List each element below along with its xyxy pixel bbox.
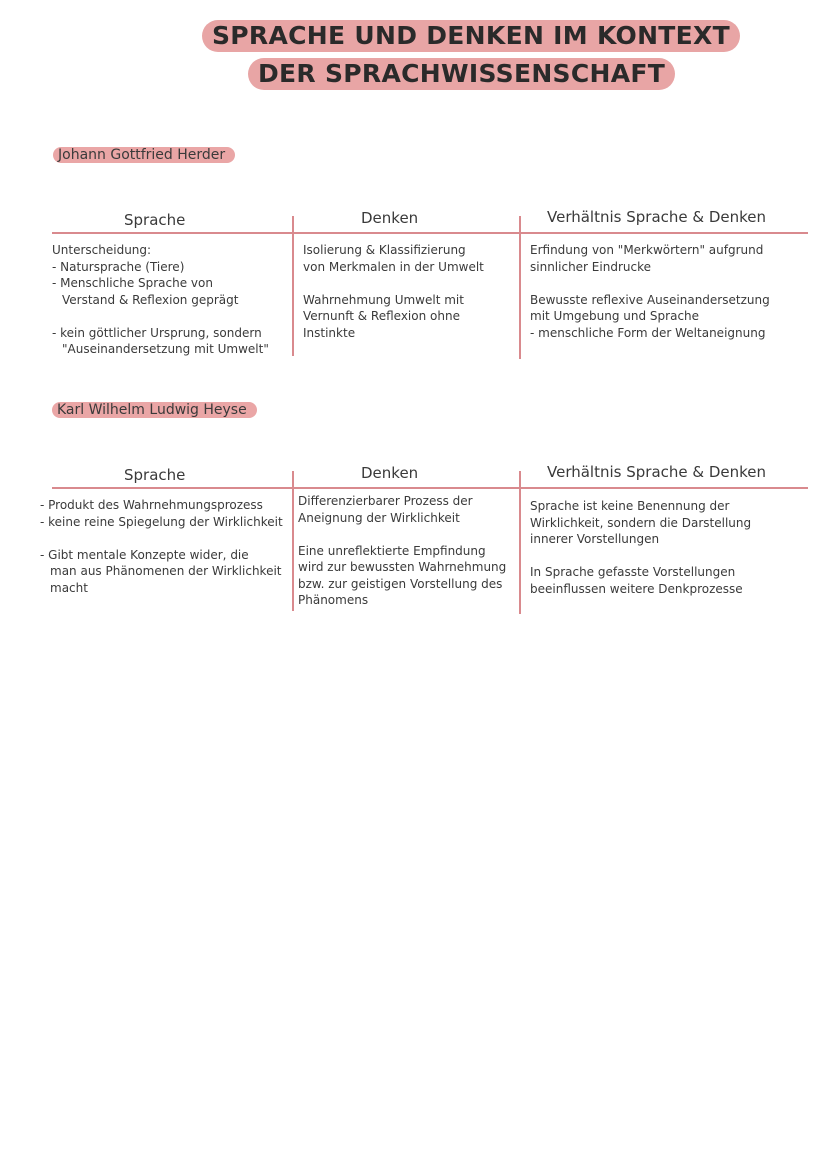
herder-header-denken: Denken [361, 209, 419, 227]
text-line: innerer Vorstellungen [530, 532, 660, 546]
text-line: von Merkmalen in der Umwelt [303, 259, 484, 274]
heyse-column-divider-1 [292, 471, 294, 611]
text-line: beeinflussen weitere Denkprozesse [530, 581, 743, 596]
text-line: man aus Phänomenen der Wirklichkeit [50, 564, 282, 578]
text-line: Differenzierbarer Prozess der [298, 494, 473, 508]
blank-line [40, 530, 283, 547]
text-line: "Auseinandersetzung mit Umwelt" [62, 342, 269, 356]
herder-verhaeltnis-cell [530, 242, 770, 341]
heyse-header-verhaeltnis: Verhältnis Sprache & Denken [547, 463, 767, 481]
blank-line [298, 526, 506, 543]
heyse-header-rule [52, 487, 808, 489]
heyse-sprache-cell [40, 497, 283, 596]
herder-denken-cell [303, 242, 484, 341]
text-line: - Menschliche Sprache von [52, 276, 213, 290]
section-heading-heyse: Karl Wilhelm Ludwig Heyse [52, 402, 257, 418]
heyse-header-denken: Denken [361, 464, 419, 482]
text-line: In Sprache gefasste Vorstellungen [530, 565, 736, 579]
text-line: Wirklichkeit, sondern die Darstellung [530, 515, 752, 530]
text-line: macht [50, 580, 88, 595]
text-line: Erfindung von "Merkwörtern" aufgrund [530, 243, 764, 257]
heyse-denken-cell [298, 493, 506, 609]
herder-header-verhaeltnis: Verhältnis Sprache & Denken [547, 208, 767, 226]
text-line: Sprache ist keine Benennung der [530, 499, 730, 513]
page-title-line-2: DER SPRACHWISSENSCHAFT [248, 58, 675, 90]
text-line: Aneignung der Wirklichkeit [298, 510, 460, 525]
text-line: Unterscheidung: [52, 243, 152, 257]
text-line: - Gibt mentale Konzepte wider, die [40, 547, 249, 562]
text-line: - keine reine Spiegelung der Wirklichkeit [40, 514, 283, 529]
herder-column-divider-1 [292, 216, 294, 356]
text-line: sinnlicher Eindrucke [530, 259, 651, 274]
text-line: wird zur bewussten Wahrnehmung [298, 560, 507, 574]
text-line: Eine unreflektierte Empfindung [298, 543, 486, 558]
text-line: Isolierung & Klassifizierung [303, 243, 466, 257]
herder-header-sprache: Sprache [124, 211, 186, 229]
blank-line [303, 275, 484, 292]
text-line: - Produkt des Wahrnehmungsprozess [40, 498, 263, 512]
blank-line [530, 275, 770, 292]
text-line: Phänomens [298, 593, 369, 607]
heyse-verhaeltnis-cell [530, 498, 751, 597]
text-line: bzw. zur geistigen Vorstellung des [298, 576, 503, 591]
blank-line [52, 308, 269, 325]
herder-header-rule [52, 232, 808, 234]
page-title-line-1: SPRACHE UND DENKEN IM KONTEXT [202, 20, 740, 52]
text-line: - Natursprache (Tiere) [52, 259, 185, 274]
text-line: mit Umgebung und Sprache [530, 309, 700, 323]
section-heading-herder: Johann Gottfried Herder [53, 147, 235, 163]
herder-sprache-cell [52, 242, 269, 358]
text-line: Bewusste reflexive Auseinandersetzung [530, 292, 770, 307]
text-line: - kein göttlicher Ursprung, sondern [52, 325, 262, 340]
text-line: Verstand & Reflexion geprägt [62, 292, 239, 307]
heyse-column-divider-2 [519, 471, 521, 614]
text-line: Instinkte [303, 325, 356, 340]
blank-line [530, 548, 751, 565]
heyse-header-sprache: Sprache [124, 466, 186, 484]
text-line: Vernunft & Reflexion ohne [303, 309, 460, 323]
herder-column-divider-2 [519, 216, 521, 359]
text-line: - menschliche Form der Weltaneignung [530, 325, 766, 340]
text-line: Wahrnehmung Umwelt mit [303, 292, 464, 307]
